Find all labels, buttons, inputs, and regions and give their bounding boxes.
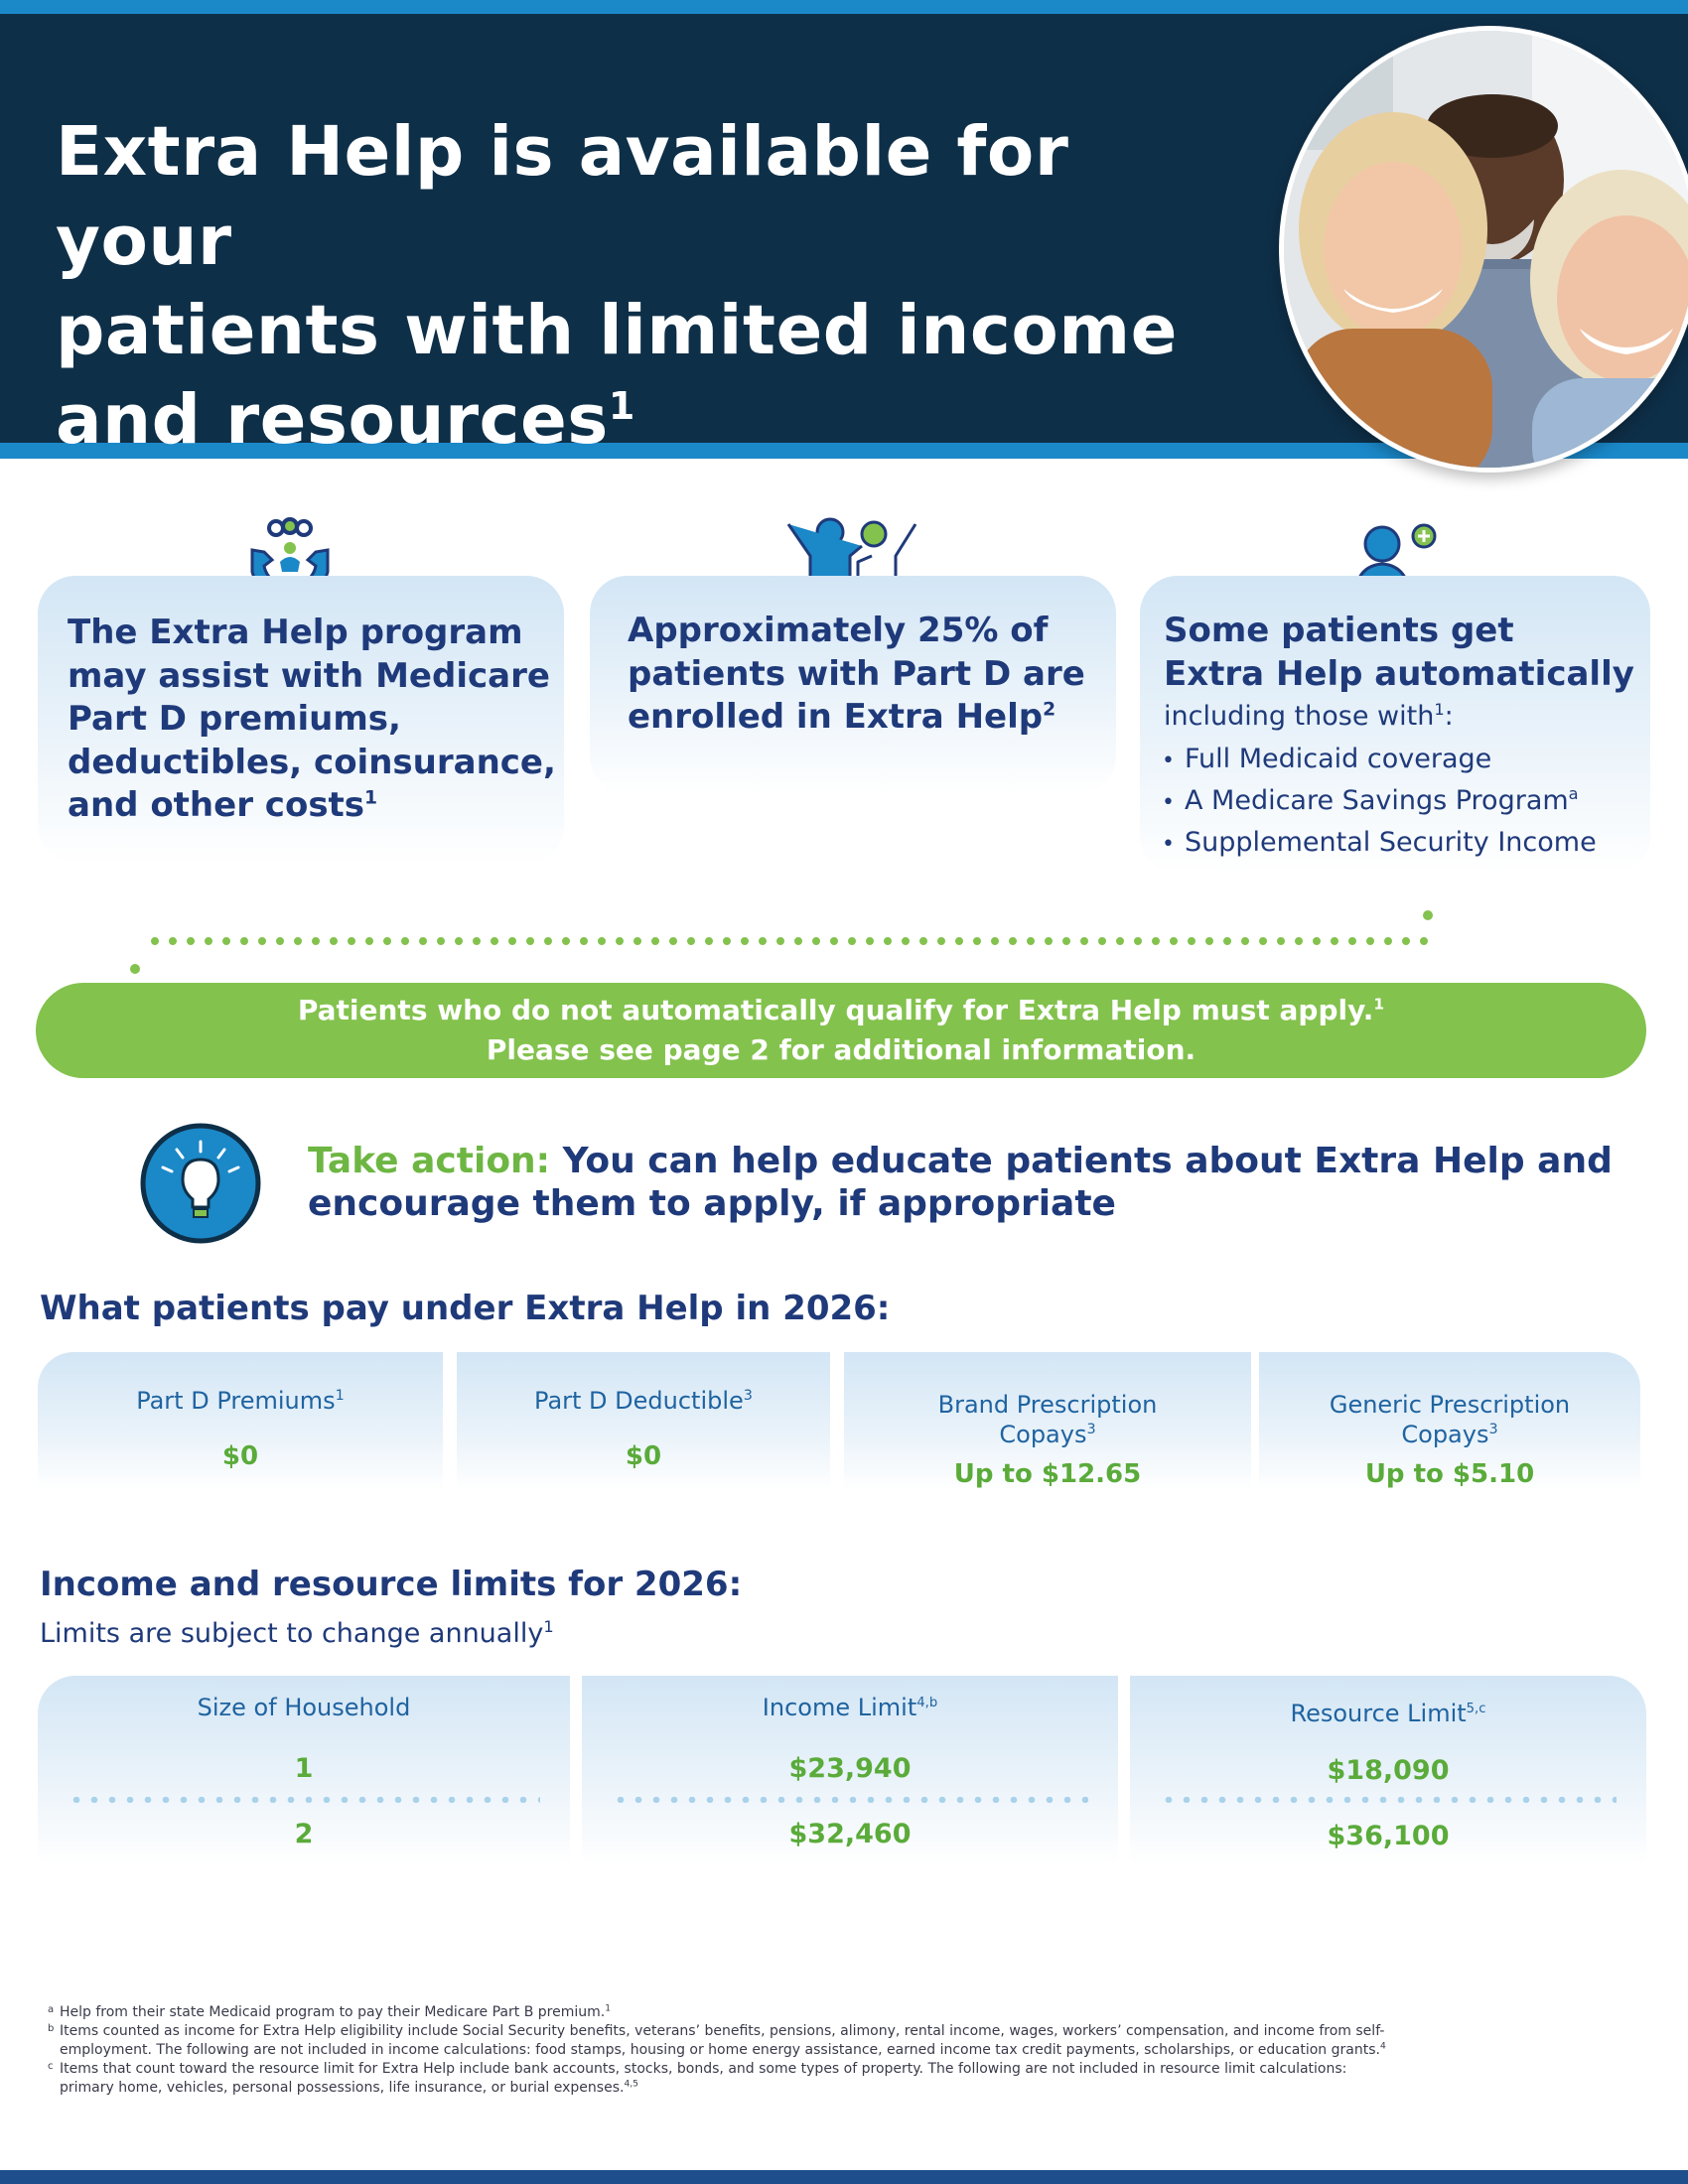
pay-label-text: Copays	[999, 1421, 1087, 1448]
limits-value: 2	[294, 1819, 314, 1849]
card-line: Part D premiums,	[68, 699, 401, 739]
bullet-dot: •	[1162, 832, 1175, 857]
pay-section-title: What patients pay under Extra Help in 2026:	[40, 1289, 891, 1328]
footnote-a	[48, 2003, 1646, 2022]
pay-value: $0	[221, 1441, 259, 1471]
take-action-body: You can help educate patients about Extra Help and encourage them to apply, if appropriate	[308, 1141, 1613, 1224]
pay-column-deductible	[457, 1352, 830, 1491]
footnote-ref: 3	[1488, 1422, 1498, 1437]
banner-line: Patients who do not automatically qualify for Extra Help must apply.	[297, 994, 1374, 1026]
title-line: patients with limited income	[56, 291, 1178, 370]
pay-label	[457, 1386, 830, 1416]
limits-column-resource	[1130, 1676, 1646, 1864]
card-line: The Extra Help program	[68, 613, 523, 652]
footnote-ref: 2	[1043, 699, 1056, 721]
footnote-mark: b	[48, 2023, 55, 2034]
limits-column-income	[582, 1676, 1118, 1864]
footnote-b	[48, 2022, 1646, 2060]
card-line: patients with Part D are	[628, 653, 1085, 694]
footnote-ref: 1	[364, 787, 378, 809]
footnote-ref: 1	[1434, 700, 1445, 719]
limits-value: $18,090	[1327, 1755, 1450, 1786]
footnote-ref: 3	[1086, 1422, 1096, 1437]
card-line: and other costs	[68, 785, 365, 825]
footnote-ref: 1	[1373, 995, 1385, 1014]
top-accent-bar	[0, 0, 1688, 14]
footnote-ref: 1	[543, 1617, 554, 1636]
footnote-ref: 4,b	[916, 1696, 938, 1710]
pay-label-text: Part D Premiums	[136, 1387, 336, 1415]
pay-value: $0	[625, 1441, 662, 1471]
bullet-dot: •	[1162, 749, 1175, 773]
limits-header	[582, 1694, 1118, 1721]
pay-label-text: Copays	[1401, 1421, 1489, 1448]
limits-header-text: Income Limit	[762, 1694, 917, 1721]
limits-value: $23,940	[788, 1753, 912, 1784]
seniors-photo-illustration	[1284, 31, 1688, 473]
list-item-text: A Medicare Savings Program	[1184, 785, 1569, 816]
pay-label-text: Generic Prescription	[1329, 1391, 1571, 1419]
limits-value: $36,100	[1327, 1821, 1450, 1851]
page-title	[56, 107, 1247, 465]
take-action-lead: Take action:	[308, 1141, 551, 1181]
bullet-dot: •	[1162, 790, 1175, 815]
pay-value: Up to $5.10	[1364, 1459, 1535, 1489]
pay-label	[1259, 1390, 1640, 1449]
card-line: Approximately 25% of	[628, 611, 1049, 650]
card-line: Extra Help automatically	[1164, 653, 1634, 694]
pay-value: Up to $12.65	[953, 1459, 1142, 1489]
footnote-text: primary home, vehicles, personal possessions, life insurance, or burial expenses.	[60, 2080, 625, 2096]
list-item-text: Full Medicaid coverage	[1184, 744, 1492, 774]
footnotes	[48, 2003, 1646, 2098]
limits-header-text: Resource Limit	[1290, 1700, 1467, 1727]
row-divider	[68, 1797, 540, 1803]
footnote-ref: a	[1568, 784, 1579, 803]
pay-label-text: Brand Prescription	[937, 1391, 1158, 1419]
subtitle-text: including those with	[1164, 701, 1435, 732]
footnote-text: employment. The following are not included in income calculations: food stamps, housing or home energy assistance, earned income tax credit payments, scholarships, or education grants.	[60, 2042, 1380, 2058]
title-line: Extra Help is available for your	[56, 112, 1069, 281]
footnote-mark: a	[48, 2004, 55, 2015]
card-line: enrolled in Extra Help	[628, 697, 1044, 737]
limits-value: 1	[294, 1753, 314, 1784]
title-line: and resources	[56, 380, 609, 460]
pay-column-brand	[844, 1352, 1251, 1491]
list-item	[1162, 822, 1597, 864]
limits-column-household	[38, 1676, 570, 1864]
list-item	[1162, 780, 1597, 822]
pay-label-text: Part D Deductible	[534, 1387, 744, 1415]
footnote-text: Help from their state Medicaid program to pay their Medicare Part B premium.	[60, 2004, 606, 2020]
list-item	[1162, 739, 1597, 780]
card-program-text	[68, 612, 564, 828]
pay-label	[844, 1390, 1251, 1449]
limits-header: Size of Household	[197, 1694, 411, 1721]
seniors-photo	[1279, 26, 1688, 473]
limits-section-subtitle	[40, 1618, 554, 1649]
take-action-text	[308, 1140, 1628, 1225]
card-enrollment-text	[628, 610, 1114, 740]
list-item-text: Supplemental Security Income	[1184, 827, 1597, 858]
card-line: may assist with Medicare	[68, 655, 550, 696]
footnote-ref: 4	[1379, 2041, 1386, 2052]
card-automatic-subtitle	[1164, 701, 1454, 732]
limits-section-title: Income and resource limits for 2026:	[40, 1565, 743, 1604]
pay-column-generic	[1259, 1352, 1640, 1491]
colon-text: :	[1444, 701, 1454, 732]
footnote-mark: c	[48, 2061, 54, 2072]
limits-value: $32,460	[788, 1819, 912, 1849]
card-line: Some patients get	[1164, 611, 1514, 650]
footnote-ref: 4,5	[624, 2079, 638, 2090]
subtitle-text: Limits are subject to change annually	[40, 1618, 544, 1649]
footnote-ref: 1	[605, 2003, 611, 2014]
footnote-c	[48, 2060, 1646, 2098]
row-divider	[612, 1797, 1088, 1803]
automatic-qualifiers-list	[1162, 739, 1597, 864]
bottom-accent-bar	[0, 2170, 1688, 2184]
footnote-text: Items counted as income for Extra Help eligibility include Social Security benefits, veterans’ benefits, pensions, alimony, rental income, wages, workers’ compensation, and income from self-	[60, 2023, 1385, 2039]
limits-header	[1130, 1700, 1646, 1727]
pay-label	[38, 1386, 443, 1416]
apply-banner	[36, 983, 1646, 1078]
pay-column-premiums	[38, 1352, 443, 1491]
footnote-ref: 3	[743, 1388, 753, 1404]
footnote-ref: 1	[608, 384, 635, 428]
dotted-connector	[119, 901, 1450, 981]
banner-line: Please see page 2 for additional information.	[486, 1033, 1196, 1066]
footnote-ref: 5,c	[1466, 1702, 1486, 1716]
footnote-ref: 1	[335, 1388, 345, 1404]
row-divider	[1160, 1797, 1617, 1803]
card-automatic-title	[1164, 610, 1650, 696]
footnote-text: Items that count toward the resource limit for Extra Help include bank accounts, stocks, bonds, and some types of property. The following are not included in resource limit calculations:	[60, 2061, 1347, 2077]
card-line: deductibles, coinsurance,	[68, 742, 556, 782]
lightbulb-icon	[139, 1122, 262, 1245]
